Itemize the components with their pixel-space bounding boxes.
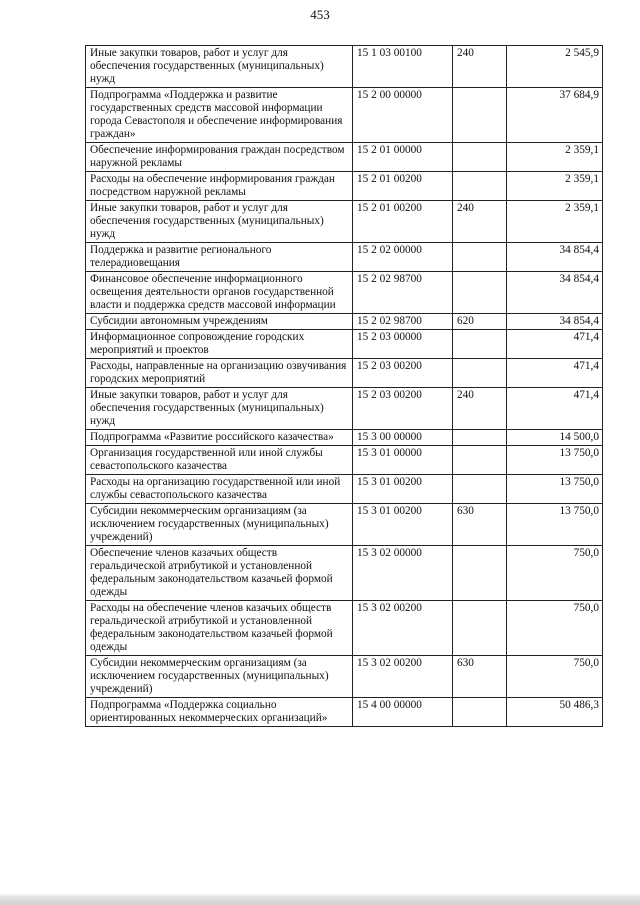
row-sum-cell: 750,0 [507,546,603,601]
row-name-cell: Подпрограмма «Поддержка социально ориентированных некоммерческих организаций» [86,698,353,727]
row-sum-cell: 750,0 [507,656,603,698]
row-sum-cell: 14 500,0 [507,430,603,446]
table-row [86,446,603,475]
row-type-cell [453,88,507,143]
row-name-cell: Обеспечение информирования граждан посредством наружной рекламы [86,143,353,172]
table-row [86,314,603,330]
row-code-cell: 15 2 03 00200 [353,388,453,430]
row-type-cell [453,546,507,601]
row-type-cell [453,430,507,446]
row-sum-cell: 13 750,0 [507,504,603,546]
row-name-cell: Субсидии автономным учреждениям [86,314,353,330]
row-name-cell: Информационное сопровождение городских мероприятий и проектов [86,330,353,359]
row-type-cell [453,698,507,727]
row-name-cell: Финансовое обеспечение информационного освещения деятельности органов государственной власти и поддержка средств массовой информации [86,272,353,314]
row-name-cell: Расходы на обеспечение информирования граждан посредством наружной рекламы [86,172,353,201]
row-type-cell [453,359,507,388]
row-name-cell: Организация государственной или иной службы севастопольского казачества [86,446,353,475]
row-name-cell: Подпрограмма «Поддержка и развитие государственных средств массовой информации города Севастополя и обеспечение информирования граждан» [86,88,353,143]
row-code-cell: 15 3 01 00200 [353,475,453,504]
row-sum-cell: 471,4 [507,359,603,388]
row-sum-cell: 50 486,3 [507,698,603,727]
table-row [86,359,603,388]
row-type-cell [453,172,507,201]
table-row [86,46,603,88]
row-code-cell: 15 1 03 00100 [353,46,453,88]
row-type-cell [453,475,507,504]
row-type-cell [453,330,507,359]
row-name-cell: Субсидии некоммерческим организациям (за исключением государственных (муниципальных) учреждений) [86,504,353,546]
row-code-cell: 15 2 02 00000 [353,243,453,272]
row-code-cell: 15 3 02 00000 [353,546,453,601]
row-sum-cell: 34 854,4 [507,272,603,314]
row-name-cell: Подпрограмма «Развитие российского казачества» [86,430,353,446]
page-number: 453 [310,7,330,22]
row-sum-cell: 2 545,9 [507,46,603,88]
table-row [86,143,603,172]
table-row [86,656,603,698]
row-code-cell: 15 3 01 00000 [353,446,453,475]
row-type-cell [453,272,507,314]
row-name-cell: Субсидии некоммерческим организациям (за исключением государственных (муниципальных) учреждений) [86,656,353,698]
row-sum-cell: 2 359,1 [507,172,603,201]
row-sum-cell: 37 684,9 [507,88,603,143]
row-type-cell: 630 [453,504,507,546]
table-row [86,475,603,504]
table-row [86,243,603,272]
row-code-cell: 15 3 02 00200 [353,656,453,698]
row-sum-cell: 13 750,0 [507,475,603,504]
row-code-cell: 15 3 00 00000 [353,430,453,446]
table-row [86,330,603,359]
row-code-cell: 15 3 01 00200 [353,504,453,546]
row-sum-cell: 2 359,1 [507,201,603,243]
row-type-cell [453,243,507,272]
row-name-cell: Обеспечение членов казачьих обществ геральдической атрибутикой и установленной федеральным законодательством казачьей формой одежды [86,546,353,601]
row-type-cell: 240 [453,388,507,430]
row-sum-cell: 13 750,0 [507,446,603,475]
row-type-cell: 620 [453,314,507,330]
table-row [86,201,603,243]
table-row [86,272,603,314]
row-code-cell: 15 2 03 00200 [353,359,453,388]
table-row [86,504,603,546]
table-row [86,88,603,143]
row-code-cell: 15 2 02 98700 [353,272,453,314]
table-row [86,601,603,656]
budget-table-body [86,46,603,727]
row-code-cell: 15 2 01 00000 [353,143,453,172]
row-type-cell [453,143,507,172]
row-sum-cell: 750,0 [507,601,603,656]
table-row [86,172,603,201]
row-code-cell: 15 2 03 00000 [353,330,453,359]
row-code-cell: 15 2 02 98700 [353,314,453,330]
row-type-cell [453,601,507,656]
row-type-cell [453,446,507,475]
row-code-cell: 15 3 02 00200 [353,601,453,656]
row-code-cell: 15 4 00 00000 [353,698,453,727]
table-row [86,546,603,601]
row-name-cell: Иные закупки товаров, работ и услуг для обеспечения государственных (муниципальных) нужд [86,46,353,88]
row-name-cell: Поддержка и развитие регионального телерадиовещания [86,243,353,272]
table-row [86,698,603,727]
row-name-cell: Расходы, направленные на организацию озвучивания городских мероприятий [86,359,353,388]
row-sum-cell: 2 359,1 [507,143,603,172]
row-type-cell: 240 [453,46,507,88]
row-name-cell: Расходы на организацию государственной или иной службы севастопольского казачества [86,475,353,504]
scan-bottom-edge [0,893,640,905]
row-name-cell: Иные закупки товаров, работ и услуг для обеспечения государственных (муниципальных) нужд [86,201,353,243]
row-type-cell: 240 [453,201,507,243]
row-name-cell: Расходы на обеспечение членов казачьих обществ геральдической атрибутикой и установленной федеральным законодательством казачьей формой одежды [86,601,353,656]
row-sum-cell: 34 854,4 [507,314,603,330]
table-row [86,430,603,446]
row-code-cell: 15 2 01 00200 [353,172,453,201]
row-type-cell: 630 [453,656,507,698]
row-sum-cell: 34 854,4 [507,243,603,272]
row-sum-cell: 471,4 [507,388,603,430]
row-code-cell: 15 2 00 00000 [353,88,453,143]
row-name-cell: Иные закупки товаров, работ и услуг для обеспечения государственных (муниципальных) нужд [86,388,353,430]
budget-table [85,45,603,727]
table-row [86,388,603,430]
row-sum-cell: 471,4 [507,330,603,359]
row-code-cell: 15 2 01 00200 [353,201,453,243]
